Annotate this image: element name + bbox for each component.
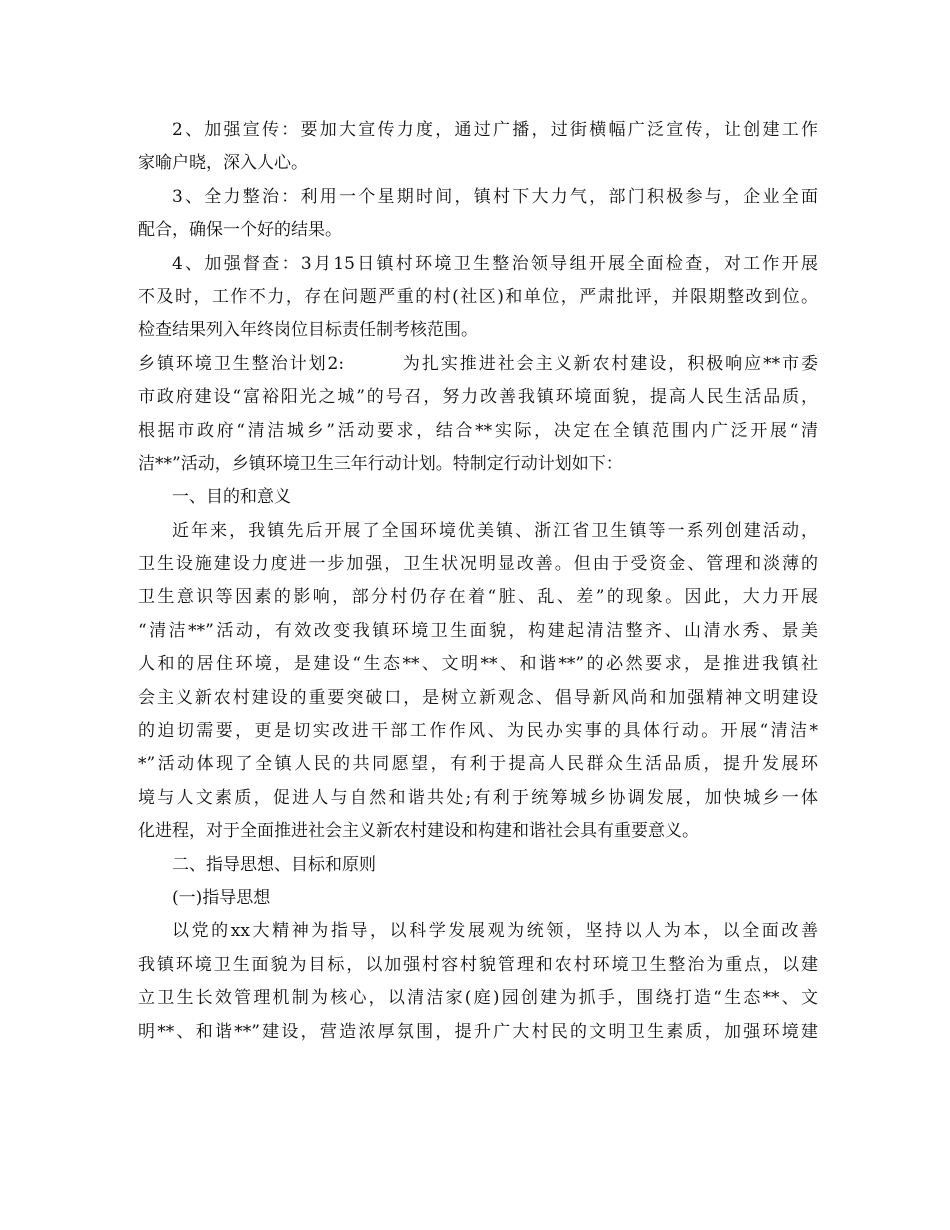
text-line: 3、全力整治：利用一个星期时间，镇村下大力气，部门积极参与，企业全面	[172, 186, 818, 207]
text-line: 洁**”活动，乡镇环境卫生三年行动计划。特制定行动计划如下：	[138, 453, 623, 474]
document-body	[138, 114, 818, 1049]
text-line: 市政府建设“富裕阳光之城”的号召，努力改善我镇环境面貌，提高人民生活品质，	[138, 387, 818, 408]
text-line: 检查结果列入年终岗位目标责任制考核范围。	[138, 320, 478, 341]
text-line: 家喻户晓，深入人心。	[138, 153, 308, 174]
text-line: 立卫生长效管理机制为核心，以清洁家(庭)园创建为抓手，围绕打造“生态**、文	[138, 988, 818, 1009]
text-line: (一)指导思想	[172, 887, 271, 908]
text-line: 我镇环境卫生面貌为目标，以加强村容村貌管理和农村环境卫生整治为重点，以建	[138, 954, 818, 975]
text-line: 近年来，我镇先后开展了全国环境优美镇、浙江省卫生镇等一系列创建活动，	[172, 520, 818, 541]
text-line: 不及时，工作不力，存在问题严重的村(社区)和单位，严肃批评，并限期整改到位。	[138, 286, 818, 307]
text-line: 二、指导思想、目标和原则	[172, 854, 376, 875]
text-line: 会主义新农村建设的重要突破口，是树立新观念、倡导新风尚和加强精神文明建设	[138, 687, 818, 708]
text-line: “清洁**”活动，有效改变我镇环境卫生面貌，构建起清洁整齐、山清水秀、景美	[138, 620, 818, 641]
text-line: 明**、和谐**”建设，营造浓厚氛围，提升广大村民的文明卫生素质，加强环境建	[138, 1021, 818, 1042]
text-line: 配合，确保一个好的结果。	[138, 220, 342, 241]
text-line: 化进程，对于全面推进社会主义新农村建设和构建和谐社会具有重要意义。	[138, 821, 699, 842]
text-line: 根据市政府“清洁城乡”活动要求，结合**实际，决定在全镇范围内广泛开展“清	[138, 420, 818, 441]
text-line: 卫生设施建设力度进一步加强，卫生状况明显改善。但由于受资金、管理和淡薄的	[138, 554, 818, 575]
text-line: 2、加强宣传：要加大宣传力度，通过广播，过街横幅广泛宣传，让创建工作	[172, 120, 818, 140]
text-line: 卫生意识等因素的影响，部分村仍存在着“脏、乱、差”的现象。因此，大力开展	[138, 587, 818, 608]
text-line: 人和的居住环境，是建设“生态**、文明**、和谐**”的必然要求，是推进我镇社	[138, 654, 818, 675]
text-line: 境与人文素质，促进人与自然和谐共处;有利于统筹城乡协调发展，加快城乡一体	[138, 787, 818, 808]
text-line: 一、目的和意义	[172, 487, 291, 508]
text-line: 乡镇环境卫生整治计划2: 为扎实推进社会主义新农村建设，积极响应**市委	[138, 353, 818, 374]
text-line: 以党的xx大精神为指导，以科学发展观为统领，坚持以人为本，以全面改善	[172, 921, 818, 942]
text-line: 4、加强督查：3月15日镇村环境卫生整治领导组开展全面检查，对工作开展	[172, 253, 818, 274]
text-line: 的迫切需要，更是切实改进干部工作作风、为民办实事的具体行动。开展“清洁*	[138, 721, 818, 742]
text-line: *”活动体现了全镇人民的共同愿望，有利于提高人民群众生活品质，提升发展环	[138, 754, 818, 775]
